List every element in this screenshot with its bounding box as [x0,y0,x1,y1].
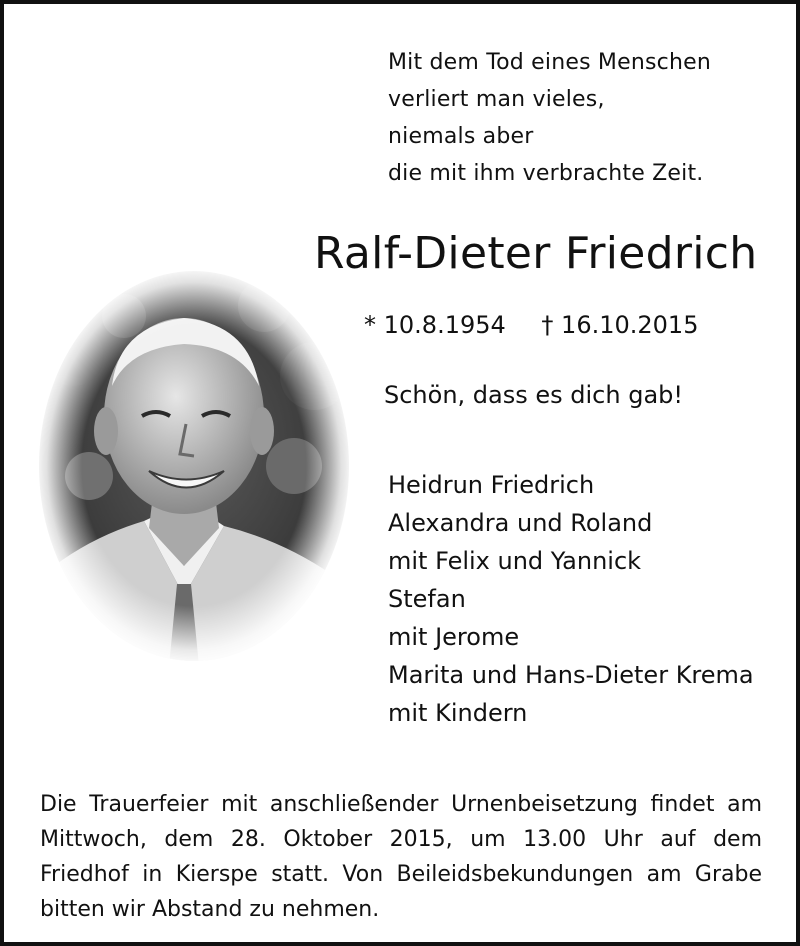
motto-quote [388,44,711,192]
motto-line: die mit ihm verbrachte Zeit. [388,161,704,186]
motto-line: Mit dem Tod eines Menschen [388,50,711,75]
portrait-photo [34,266,354,666]
mourner-line: mit Kindern [388,699,528,727]
motto-line: niemals aber [388,124,534,149]
mourner-line: mit Felix und Yannick [388,547,642,575]
mourner-line: Heidrun Friedrich [388,471,595,499]
tagline: Schön, dass es dich gab! [384,381,684,409]
mourner-line: mit Jerome [388,623,520,651]
funeral-notice: Die Trauerfeier mit anschließender Urnenbeisetzung findet am Mittwoch, dem 28. Oktober 2015, um 13.00 Uhr auf dem Friedhof in Kierspe statt. Von Beileidsbekundungen am Grabe bitten wir Abstand zu nehmen. [40,792,762,922]
mourner-line: Stefan [388,585,466,613]
deceased-name: Ralf-Dieter Friedrich [314,228,758,279]
mourner-line: Alexandra und Roland [388,509,653,537]
motto-line: verliert man vieles, [388,87,605,112]
death-date: † 16.10.2015 [541,311,699,339]
mourner-line: Marita und Hans-Dieter Krema [388,661,754,689]
birth-date: * 10.8.1954 [364,311,506,339]
life-dates [364,307,698,343]
mourners-list [388,466,754,732]
portrait-photo-icon [34,266,354,666]
